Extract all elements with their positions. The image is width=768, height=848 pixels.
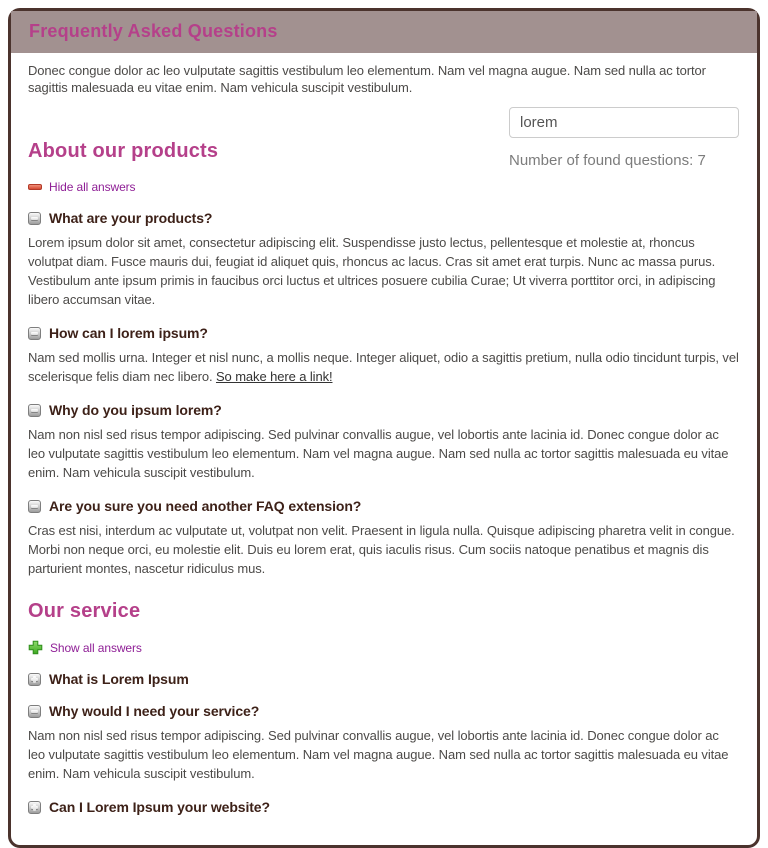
collapse-minus-icon[interactable]: [28, 705, 41, 718]
faq-question[interactable]: [28, 703, 739, 719]
faq-question-text: What is Lorem Ipsum: [49, 671, 189, 687]
intro-text: Donec congue dolor ac leo vulputate sagittis vestibulum leo elementum. Nam vel magna augue. Nam sed nulla ac tortor sagittis malesuada eu vitae enim. Nam vehicula suscipit vestibulum.: [28, 63, 706, 95]
faq-item: [28, 799, 739, 815]
faq-question-text: What are your products?: [49, 210, 213, 226]
faq-item: [28, 325, 739, 386]
results-count: [509, 152, 739, 169]
collapse-minus-icon[interactable]: [28, 327, 41, 340]
faq-answer: [28, 348, 739, 386]
faq-item: [28, 703, 739, 783]
show-all-answers-label: Show all answers: [50, 640, 142, 655]
faq-question-text: Can I Lorem Ipsum your website?: [49, 799, 270, 815]
answer-link[interactable]: So make here a link!: [215, 369, 333, 384]
hide-all-answers-link[interactable]: [28, 180, 739, 194]
faq-item: [28, 498, 739, 578]
collapse-minus-icon[interactable]: [28, 404, 41, 417]
faq-question-text: Why do you ipsum lorem?: [49, 402, 222, 418]
faq-question-text: Why would I need your service?: [49, 703, 260, 719]
faq-item: [28, 210, 739, 309]
faq-page: [8, 8, 760, 848]
faq-question[interactable]: [28, 402, 739, 418]
faq-question-text: Are you sure you need another FAQ extension?: [49, 498, 362, 514]
expand-plus-icon[interactable]: [28, 801, 41, 814]
content-area: [11, 53, 757, 845]
faq-answer: Nam non nisl sed risus tempor adipiscing. Sed pulvinar convallis augue, vel lobortis ante lacinia id. Donec congue dolor ac leo vulputate sagittis vestibulum leo elementum. Nam vel magna augue. Nam sed nulla ac tortor sagittis malesuada eu vitae enim. Nam vehicula suscipit vestibulum.: [28, 728, 729, 781]
faq-item: [28, 402, 739, 482]
page-header: [11, 11, 757, 53]
faq-question[interactable]: [28, 210, 739, 226]
collapse-minus-icon[interactable]: [28, 212, 41, 225]
search-area: [509, 107, 739, 169]
expand-plus-icon[interactable]: [28, 673, 41, 686]
results-count-value: 7: [697, 152, 706, 169]
show-all-answers-link[interactable]: [28, 640, 739, 655]
section-heading-products: About our products: [28, 140, 219, 162]
search-input[interactable]: [509, 107, 739, 138]
faq-answer-text: Nam sed mollis urna. Integer et nisl nunc, a mollis neque. Integer aliquet, odio a sagittis pretium, nulla odio tincidunt turpis, vel scelerisque felis diam nec libero.: [28, 350, 739, 384]
faq-question[interactable]: [28, 671, 739, 687]
faq-question[interactable]: [28, 325, 739, 341]
green-plus-icon: [28, 640, 43, 655]
results-count-label: Number of found questions:: [509, 152, 694, 169]
page-title: Frequently Asked Questions: [29, 21, 278, 41]
hide-all-answers-label: Hide all answers: [49, 180, 136, 194]
faq-question-text: How can I lorem ipsum?: [49, 325, 208, 341]
faq-item: [28, 671, 739, 687]
faq-question[interactable]: [28, 799, 739, 815]
collapse-minus-icon[interactable]: [28, 500, 41, 513]
section-heading-service: Our service: [28, 600, 141, 622]
faq-question[interactable]: [28, 498, 739, 514]
faq-answer: Cras est nisi, interdum ac vulputate ut, volutpat non velit. Praesent in ligula nulla. Quisque adipiscing pharetra velit in congue. Morbi non neque orci, eu molestie elit. Duis eu lorem erat, quis iaculis risus. Cum sociis natoque penatibus et magnis dis parturient montes, nascetur ridiculus mus.: [28, 523, 735, 576]
faq-answer: Lorem ipsum dolor sit amet, consectetur adipiscing elit. Suspendisse justo lectus, pellentesque et molestie at, rhoncus volutpat diam. Fusce mauris dui, feugiat id aliquet quis, rhoncus ac lacus. Cras sit amet erat turpis. Nunc ac massa purus. Vestibulum ante ipsum primis in faucibus orci luctus et ultrices posuere cubilia Curae; Ut viverra porttitor orci, in adipiscing libero accumsan vitae.: [28, 235, 716, 307]
faq-answer: Nam non nisl sed risus tempor adipiscing. Sed pulvinar convallis augue, vel lobortis ante lacinia id. Donec congue dolor ac leo vulputate sagittis vestibulum leo elementum. Nam vel magna augue. Nam sed nulla ac tortor sagittis malesuada eu vitae enim. Nam vehicula suscipit vestibulum.: [28, 427, 729, 480]
red-minus-icon: [28, 184, 42, 190]
